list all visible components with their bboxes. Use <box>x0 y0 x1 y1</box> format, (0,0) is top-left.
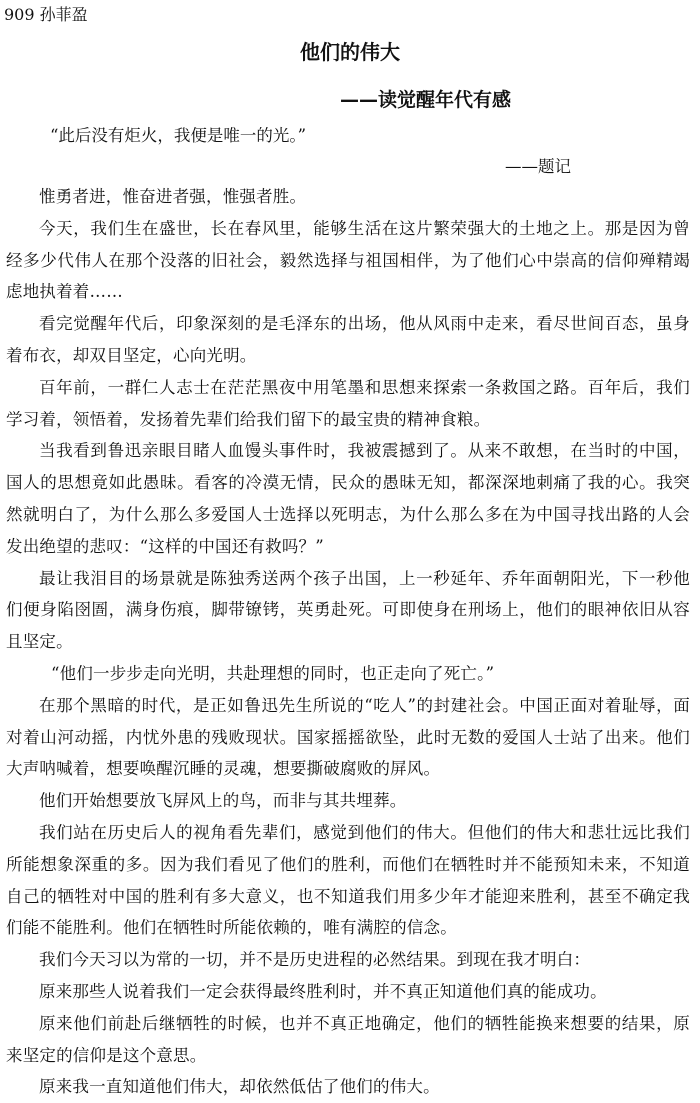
paragraph: 原来我一直知道他们伟大，却依然低估了他们的伟大。 <box>39 1077 440 1097</box>
quoted-paragraph: “他们一步步走向光明，共赴理想的同时，也正走向了死亡。” <box>51 663 495 683</box>
epigraph-quote: “此后没有炬火，我便是唯一的光。” <box>50 126 307 145</box>
author-label: 909 孙菲盈 <box>4 5 88 24</box>
paragraph: 惟勇者进，惟奋进者强，惟强者胜。 <box>39 187 307 206</box>
paragraph: 在那个黑暗的时代，是正如鲁迅先生所说的“吃人”的封建社会。中国正面对着耻辱，面对着山河动摇，内忧外患的残败现状。国家摇摇欲坠，此时无数的爱国人士站了出来。他们大声呐喊着，想要唤醒沉睡的灵魂，想要撕破腐败的屏风。 <box>6 695 690 779</box>
paragraph: 最让我泪目的场景就是陈独秀送两个孩子出国，上一秒延年、乔年面朝阳光，下一秒他们便身陷囹圄，满身伤痕，脚带镣铐，英勇赴死。可即使身在刑场上，他们的眼神依旧从容且坚定。 <box>6 568 690 652</box>
paragraph: 我们今天习以为常的一切，并不是历史进程的必然结果。到现在我才明白： <box>39 950 591 970</box>
essay-title: 他们的伟大 <box>300 40 400 64</box>
essay-body <box>6 181 690 1103</box>
paragraph: 我们站在历史后人的视角看先辈们，感觉到他们的伟大。但他们的伟大和悲壮远比我们所能想象深重的多。因为我们看见了他们的胜利，而他们在牺牲时并不能预知未来，不知道自己的牺牲对中国的胜利有多大意义，也不知道我们用多少年才能迎来胜利，甚至不确定我们能不能胜利。他们在牺牲时所能依赖的，唯有满腔的信念。 <box>6 822 690 938</box>
essay-subtitle: ——读觉醒年代有感 <box>340 89 512 111</box>
epigraph-source: ——题记 <box>505 157 571 176</box>
paragraph: 百年前，一群仁人志士在茫茫黑夜中用笔墨和思想来探索一条救国之路。百年后，我们学习着，领悟着，发扬着先辈们给我们留下的最宝贵的精神食粮。 <box>6 377 690 429</box>
paragraph: 他们开始想要放飞屏风上的鸟，而非与其共埋葬。 <box>39 791 407 811</box>
paragraph: 看完觉醒年代后，印象深刻的是毛泽东的出场，他从风雨中走来，看尽世间百态，虽身着布衣，却双目坚定，心向光明。 <box>6 314 690 365</box>
paragraph: 原来那些人说着我们一定会获得最终胜利时，并不真正知道他们真的能成功。 <box>39 981 607 1001</box>
paragraph: 今天，我们生在盛世，长在春风里，能够生活在这片繁荣强大的土地之上。那是因为曾经多少代伟人在那个没落的旧社会，毅然选择与祖国相伴，为了他们心中崇高的信仰殚精竭虑地执着着…… <box>6 218 690 302</box>
paragraph: 当我看到鲁迅亲眼目睹人血馒头事件时，我被震撼到了。从来不敢想，在当时的中国，国人的思想竟如此愚昧。看客的冷漠无情，民众的愚昧无知，都深深地刺痛了我的心。我突然就明白了，为什么那么多爱国人士选择以死明志，为什么那么多在为中国寻找出路的人会发出绝望的悲叹：“这样的中国还有救吗？” <box>6 441 690 556</box>
paragraph: 原来他们前赴后继牺牲的时候，也并不真正地确定，他们的牺牲能换来想要的结果，原来坚定的信仰是这个意思。 <box>6 1013 690 1065</box>
